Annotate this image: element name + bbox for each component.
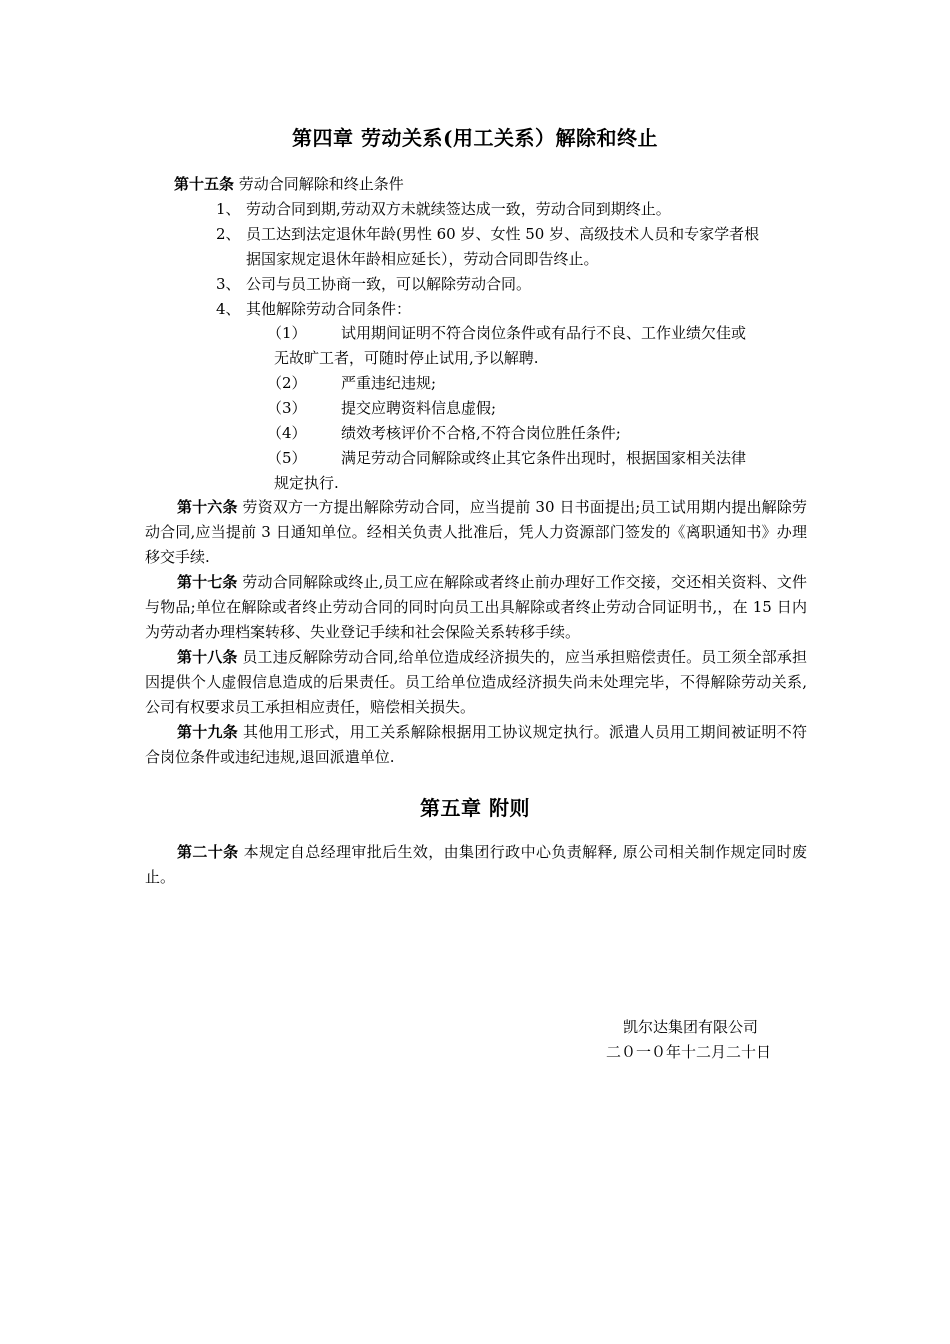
article-19-label: 第十九条 xyxy=(177,723,238,741)
sub-item-number: （5） xyxy=(267,449,307,467)
sub-list-item xyxy=(267,421,621,446)
item-text: 劳动合同到期,劳动双方未就续签达成一致，劳动合同到期终止。 xyxy=(246,200,671,218)
item-number: 4、 xyxy=(216,300,241,318)
item-number: 2、 xyxy=(216,225,241,243)
sub-item-text: 严重违纪违规; xyxy=(341,374,437,392)
article-17-label: 第十七条 xyxy=(177,573,238,591)
sub-list-item xyxy=(267,446,746,471)
item-text: 公司与员工协商一致，可以解除劳动合同。 xyxy=(246,275,532,293)
list-item xyxy=(216,222,759,247)
list-item xyxy=(216,272,531,297)
article-17 xyxy=(145,570,807,645)
sub-item-number: （2） xyxy=(267,374,307,392)
signature-date: 二０一０年十二月二十日 xyxy=(606,1043,772,1061)
article-20 xyxy=(145,840,807,890)
article-18-label: 第十八条 xyxy=(177,648,238,666)
sub-list-item xyxy=(267,321,746,346)
article-18-text: 员工违反解除劳动合同,给单位造成经济损失的，应当承担赔偿责任。员工须全部承担因提供个人虚假信息造成的后果责任。员工给单位造成经济损失尚未处理完毕，不得解除劳动关系,公司有权要求员工承担相应责任，赔偿相关损失。 xyxy=(145,648,807,716)
article-19 xyxy=(145,720,807,770)
article-19-text: 其他用工形式，用工关系解除根据用工协议规定执行。派遣人员用工期间被证明不符合岗位条件或违纪违规,退回派遣单位. xyxy=(145,723,807,766)
article-16-label: 第十六条 xyxy=(177,498,238,516)
sub-item-number: （3） xyxy=(267,399,307,417)
sub-item-text: 试用期间证明不符合岗位条件或有品行不良、工作业绩欠佳或 xyxy=(341,324,747,342)
article-20-label: 第二十条 xyxy=(177,843,239,861)
article-15-title: 劳动合同解除和终止条件 xyxy=(234,175,404,193)
article-15-heading xyxy=(174,172,404,197)
sub-item-text-continued: 规定执行. xyxy=(274,474,339,492)
item-text: 其他解除劳动合同条件： xyxy=(246,300,412,318)
sub-item-text: 满足劳动合同解除或终止其它条件出现时，根据国家相关法律 xyxy=(341,449,747,467)
article-20-text: 本规定自总经理审批后生效，由集团行政中心负责解释, 原公司相关制作规定同时废止。 xyxy=(145,843,807,886)
article-17-text: 劳动合同解除或终止,员工应在解除或者终止前办理好工作交接，交还相关资料、文件与物品;单位在解除或者终止劳动合同的同时向员工出具解除或者终止劳动合同证明书,，在 15 日内为劳动者办理档案转移、失业登记手续和社会保险关系转移手续。 xyxy=(145,573,807,641)
signature-company: 凯尔达集团有限公司 xyxy=(623,1018,759,1036)
sub-item-text: 绩效考核评价不合格,不符合岗位胜任条件; xyxy=(341,424,621,442)
chapter-4-title: 第四章 劳动关系(用工关系）解除和终止 xyxy=(292,126,658,150)
item-text: 员工达到法定退休年龄(男性 60 岁、女性 50 岁、高级技术人员和专家学者根 xyxy=(246,225,760,243)
chapter-5-title: 第五章 附则 xyxy=(420,796,530,820)
item-text-continued: 据国家规定退休年龄相应延长），劳动合同即告终止。 xyxy=(246,250,599,268)
list-item xyxy=(216,197,671,222)
sub-item-text-continued: 无故旷工者，可随时停止试用,予以解聘. xyxy=(274,349,539,367)
item-number: 3、 xyxy=(216,275,241,293)
list-item xyxy=(216,297,411,322)
sub-list-item xyxy=(267,371,436,396)
item-number: 1、 xyxy=(216,200,241,218)
sub-list-item xyxy=(267,396,496,421)
article-15-label: 第十五条 xyxy=(174,175,235,193)
article-18 xyxy=(145,645,807,720)
article-16 xyxy=(145,495,807,570)
sub-item-number: （4） xyxy=(267,424,307,442)
sub-item-number: （1） xyxy=(267,324,307,342)
sub-item-text: 提交应聘资料信息虚假; xyxy=(341,399,497,417)
article-16-text: 劳资双方一方提出解除劳动合同，应当提前 30 日书面提出;员工试用期内提出解除劳动合同,应当提前 3 日通知单位。经相关负责人批准后，凭人力资源部门签发的《离职通知书》办理移交手续. xyxy=(145,498,807,566)
